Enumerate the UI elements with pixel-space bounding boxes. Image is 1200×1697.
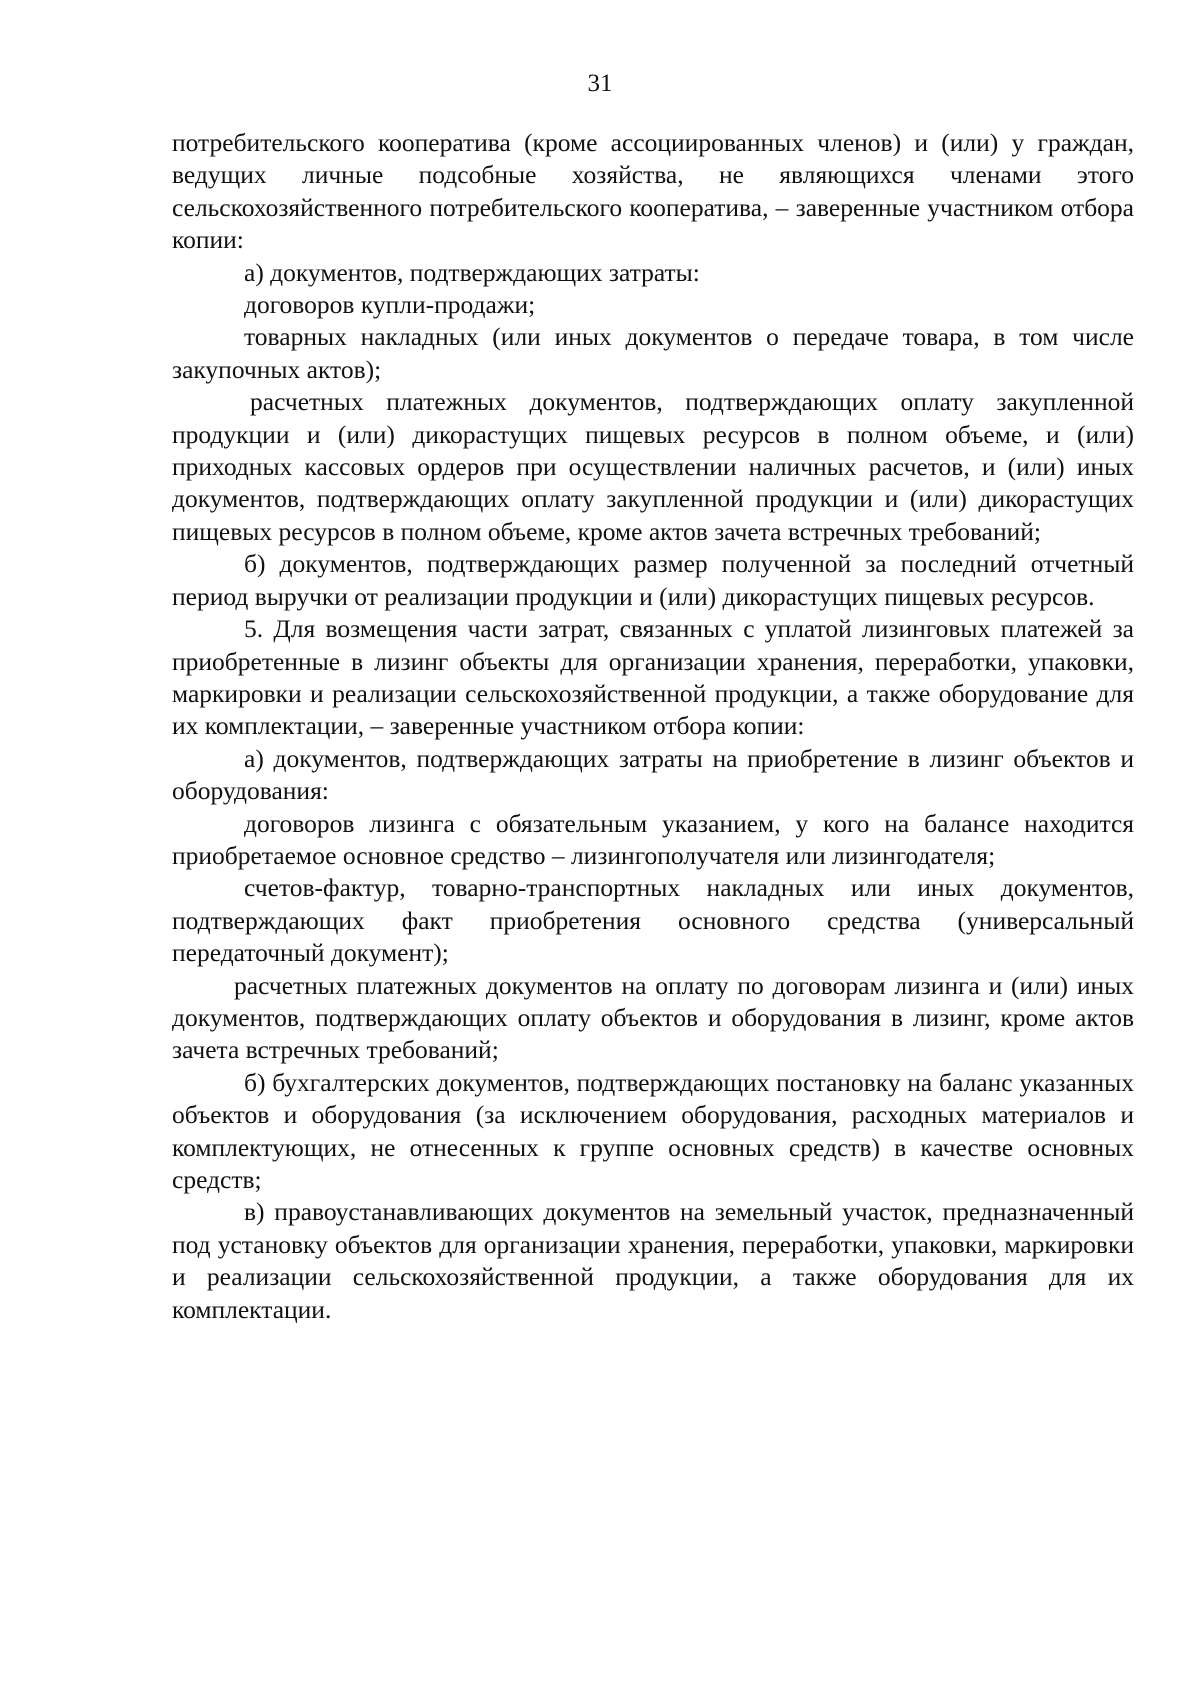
paragraph-payment-documents: расчетных платежных документов, подтверждающих оплату закупленной продукции и (или) дикорастущих пищевых ресурсов в полном объеме, и (или) приходных кассовых ордеров при осуществлении наличных расчетов, и (или) иных документов, подтверждающих оплату закупленной продукции и (или) дикорастущих пищевых ресурсов в полном объеме, кроме актов зачета встречных требований;	[172, 387, 1134, 546]
paragraph-item-a-costs: а) документов, подтверждающих затраты:	[244, 257, 700, 287]
paragraph-item-a-leasing: а) документов, подтверждающих затраты на приобретение в лизинг объектов и оборудования:	[172, 743, 1134, 806]
document-body	[172, 127, 1134, 1326]
paragraph-continuation: потребительского кооператива (кроме ассоциированных членов) и (или) у граждан, ведущих личные подсобные хозяйства, не являющихся членами этого сельскохозяйственного потребительского кооператива, – заверенные участником отбора копии:	[172, 128, 1134, 255]
paragraph-consignment-notes: товарных накладных (или иных документов о передаче товара, в том числе закупочных актов);	[172, 322, 1134, 384]
paragraph-item-b-revenue: б) документов, подтверждающих размер полученной за последний отчетный период выручки от реализации продукции и (или) дикорастущих пищевых ресурсов.	[172, 549, 1134, 611]
paragraph-leasing-contracts: договоров лизинга с обязательным указанием, у кого на балансе находится приобретаемое основное средство – лизингополучателя или лизингодателя;	[172, 808, 1134, 870]
paragraph-item-v-land: в) правоустанавливающих документов на земельный участок, предназначенный под установку объектов для организации хранения, переработки, упаковки, маркировки и реализации сельскохозяйственной продукции, а также оборудования для их комплектации.	[172, 1197, 1134, 1324]
paragraph-section-5: 5. Для возмещения части затрат, связанных с уплатой лизинговых платежей за приобретенные в лизинг объекты для организации хранения, переработки, упаковки, маркировки и реализации сельскохозяйственной продукции, а также оборудование для их комплектации, – заверенные участником отбора копии:	[172, 614, 1134, 741]
paragraph-sale-contracts: договоров купли-продажи;	[244, 290, 536, 320]
paragraph-item-b-accounting: б) бухгалтерских документов, подтверждающих постановку на баланс указанных объектов и оборудования (за исключением оборудования, расходных материалов и комплектующих, не отнесенных к группе основных средств) в качестве основных средств;	[172, 1067, 1134, 1194]
paragraph-leasing-payments: расчетных платежных документов на оплату по договорам лизинга и (или) иных документов, подтверждающих оплату объектов и оборудования в лизинг, кроме актов зачета встречных требований;	[172, 970, 1134, 1065]
page-number: 31	[587, 70, 613, 97]
paragraph-invoices: счетов-фактур, товарно-транспортных накладных или иных документов, подтверждающих факт приобретения основного средства (универсальный передаточный документ);	[172, 873, 1134, 968]
